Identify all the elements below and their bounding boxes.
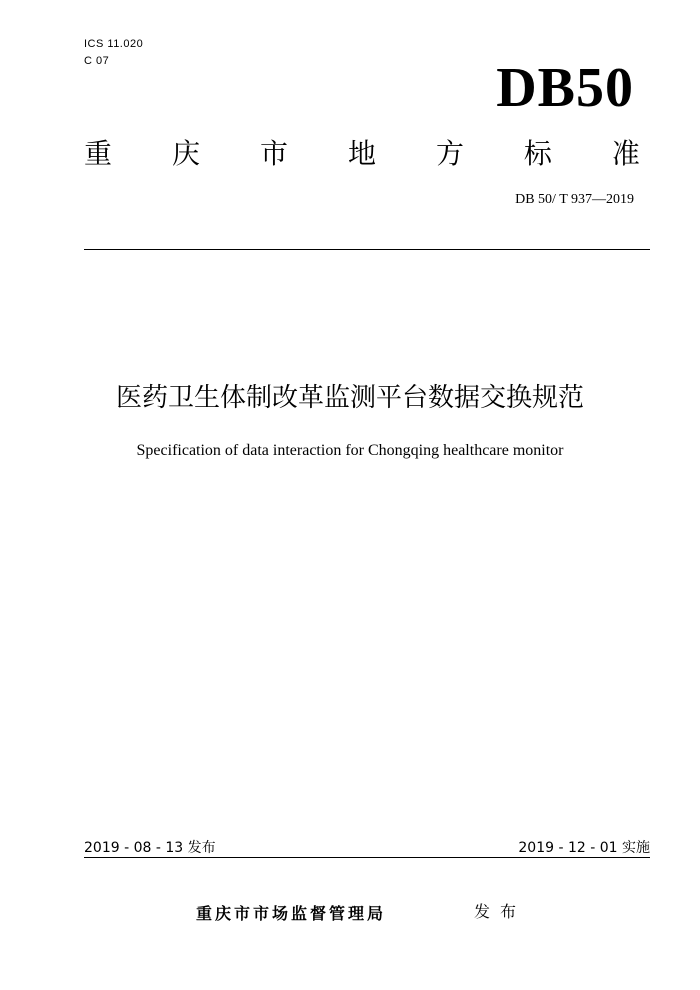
publish-date: 2019 - 08 - 13 发布 <box>84 840 216 856</box>
ccs-code: C 07 <box>84 55 110 67</box>
standard-number: DB 50/ T 937—2019 <box>515 192 634 207</box>
document-title-english: Specification of data interaction for Chongqing healthcare monitor <box>136 442 564 459</box>
document-title-chinese: 医药卫生体制改革监测平台数据交换规范 <box>115 383 584 413</box>
issue-label: 发布 <box>474 902 527 921</box>
standard-type-char: 重 <box>84 137 113 170</box>
standard-type-char: 准 <box>611 137 640 170</box>
implement-date: 2019 - 12 - 01 实施 <box>518 840 650 856</box>
standard-code-logo: DB50 <box>496 57 634 119</box>
top-divider <box>84 249 650 250</box>
standard-type <box>84 134 640 174</box>
issuing-authority: 重庆市市场监督管理局 <box>196 904 387 923</box>
ics-code: ICS 11.020 <box>84 38 144 50</box>
standard-type-char: 庆 <box>171 137 200 170</box>
standard-type-char: 市 <box>259 137 288 170</box>
standard-type-char: 地 <box>347 137 376 170</box>
standard-type-char: 方 <box>435 137 464 170</box>
bottom-divider <box>84 857 650 858</box>
standard-type-char: 标 <box>523 137 552 170</box>
